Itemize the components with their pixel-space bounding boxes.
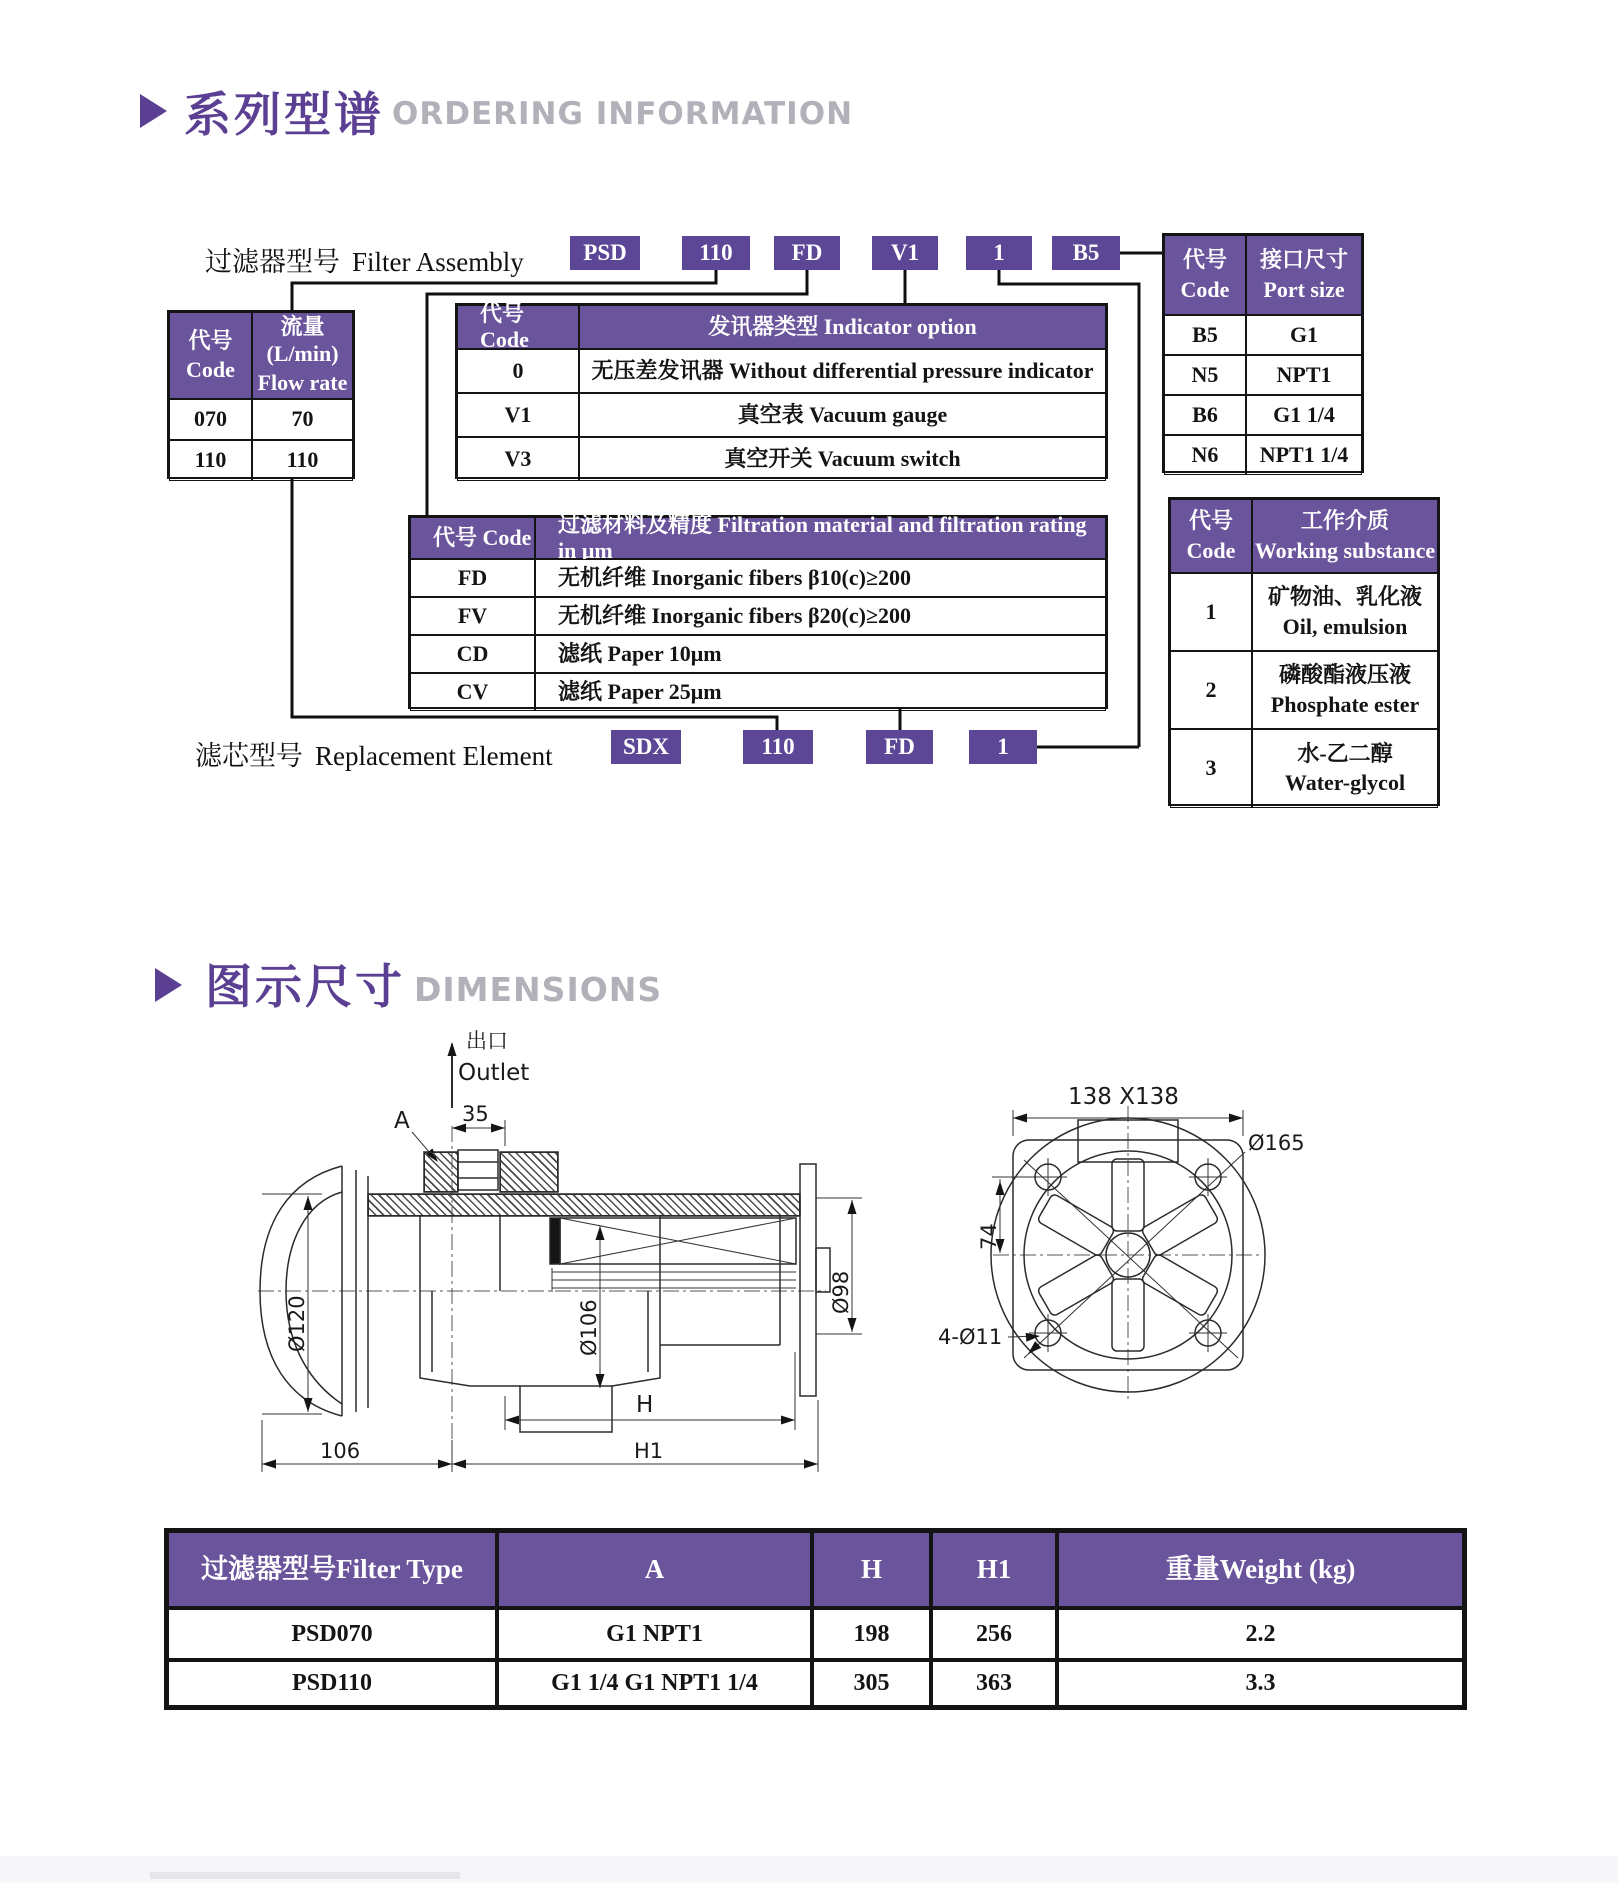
table-cell: FD [410, 559, 535, 597]
table-cell: 363 [931, 1660, 1057, 1707]
table-cell: G1 [1246, 315, 1362, 355]
table-cell: PSD110 [167, 1660, 497, 1707]
table-cell: B5 [1164, 315, 1246, 355]
assembly-code-b5: B5 [1052, 236, 1120, 270]
table-cell: 磷酸酯液压液 Phosphate ester [1252, 651, 1438, 729]
dim-165: Ø165 [1248, 1131, 1305, 1155]
dim-120: Ø120 [285, 1295, 309, 1352]
dim-106-dia: Ø106 [577, 1299, 601, 1356]
assembly-code-fd: FD [774, 236, 840, 270]
spec-header-type: 过滤器型号Filter Type [167, 1531, 497, 1608]
filter-assembly-label-en: Filter Assembly [352, 247, 524, 277]
table-cell: 070 [169, 399, 252, 440]
port-code-header: 代号 Code [1164, 235, 1246, 315]
indicator-code-header: 代号 Code [457, 305, 579, 349]
spec-header-a: A [497, 1531, 812, 1608]
dim-106-len: 106 [320, 1439, 361, 1463]
table-cell: G1 NPT1 [497, 1608, 812, 1660]
port-size-table [1162, 233, 1364, 473]
table-cell: 滤纸 Paper 25μm [535, 673, 1106, 711]
table-cell: 3 [1170, 729, 1252, 808]
indicator-option-header: 发讯器类型 Indicator option [579, 305, 1106, 349]
replacement-code-110: 110 [743, 730, 813, 764]
substance-code-header: 代号 Code [1170, 499, 1252, 573]
filter-assembly-label-cn: 过滤器型号 [205, 247, 340, 277]
table-cell: 70 [252, 399, 353, 440]
table-cell: FV [410, 597, 535, 635]
dim-138: 138 X138 [1068, 1084, 1179, 1110]
table-cell: 3.3 [1057, 1660, 1464, 1707]
table-cell: 水-乙二醇 Water-glycol [1252, 729, 1438, 808]
table-cell: 1 [1170, 573, 1252, 651]
table-cell: V1 [457, 393, 579, 437]
section1-title-en: ORDERING INFORMATION [392, 96, 854, 132]
filtration-code-header: 代号 Code [410, 517, 535, 559]
flange-hatch-right [500, 1152, 558, 1192]
table-cell: 滤纸 Paper 10μm [535, 635, 1106, 673]
shell-hatch [368, 1194, 800, 1216]
flow-code-header: 代号 Code [169, 312, 252, 399]
table-cell: 矿物油、乳化液 Oil, emulsion [1252, 573, 1438, 651]
section2-title-cn: 图示尺寸 [205, 960, 405, 1015]
replacement-element-label-en: Replacement Element [315, 741, 553, 771]
dim-h1: H1 [634, 1439, 664, 1463]
filter-assembly-label [205, 240, 524, 279]
working-substance-table [1168, 497, 1440, 806]
table-cell: G1 1/4 G1 NPT1 1/4 [497, 1660, 812, 1707]
spec-header-h1: H1 [931, 1531, 1057, 1608]
outlet-label-cn: 出口 [466, 1029, 508, 1053]
section2-arrow-icon [155, 968, 182, 1002]
section1-arrow-icon [140, 94, 167, 128]
table-cell: NPT1 1/4 [1246, 435, 1362, 475]
table-cell: 305 [812, 1660, 931, 1707]
filtration-material-table [408, 511, 1108, 709]
table-cell: G1 1/4 [1246, 395, 1362, 435]
dim-a: A [394, 1108, 410, 1134]
table-cell: 0 [457, 349, 579, 393]
table-cell: 2 [1170, 651, 1252, 729]
spec-header-h: H [812, 1531, 931, 1608]
table-cell: CD [410, 635, 535, 673]
dim-h: H [636, 1392, 654, 1418]
table-cell: 256 [931, 1608, 1057, 1660]
table-cell: B6 [1164, 395, 1246, 435]
replacement-element-label [195, 734, 553, 773]
port-size-header: 接口尺寸 Port size [1246, 235, 1362, 315]
assembly-code-110: 110 [682, 236, 750, 270]
table-cell: N6 [1164, 435, 1246, 475]
replacement-element-label-cn: 滤芯型号 [195, 741, 303, 771]
table-cell: 真空表 Vacuum gauge [579, 393, 1106, 437]
indicator-option-table [455, 300, 1108, 479]
table-cell: 无机纤维 Inorganic fibers β10(c)≥200 [535, 559, 1106, 597]
assembly-code-psd: PSD [570, 236, 640, 270]
table-cell: 198 [812, 1608, 931, 1660]
section1-title-cn: 系列型谱 [184, 88, 384, 143]
side-view-drawing [260, 1044, 830, 1432]
dim-4x11: 4-Ø11 [938, 1325, 1003, 1349]
table-cell: 无压差发讯器 Without differential pressure indicator [579, 349, 1106, 393]
flange-hatch-left [424, 1152, 458, 1192]
table-cell: N5 [1164, 355, 1246, 395]
replacement-code-1: 1 [969, 730, 1037, 764]
dim-98: Ø98 [829, 1270, 853, 1314]
table-cell: 无机纤维 Inorganic fibers β20(c)≥200 [535, 597, 1106, 635]
replacement-code-fd: FD [866, 730, 933, 764]
dim-35: 35 [462, 1102, 489, 1126]
table-cell: 110 [252, 440, 353, 481]
filtration-material-header: 过滤材料及精度 Filtration material and filtration rating in μm [535, 517, 1106, 559]
table-cell: NPT1 [1246, 355, 1362, 395]
spec-table [164, 1528, 1467, 1710]
table-cell: CV [410, 673, 535, 711]
spec-header-weight: 重量Weight (kg) [1057, 1531, 1464, 1608]
replacement-code-sdx: SDX [611, 730, 681, 764]
table-cell: 真空开关 Vacuum switch [579, 437, 1106, 481]
flow-rate-table [167, 310, 355, 479]
outlet-label-en: Outlet [458, 1060, 530, 1086]
table-cell: V3 [457, 437, 579, 481]
table-cell: PSD070 [167, 1608, 497, 1660]
assembly-code-v1: V1 [872, 236, 938, 270]
flow-rate-header: 流量(L/min) Flow rate [252, 312, 353, 399]
assembly-code-1: 1 [966, 236, 1032, 270]
table-cell: 2.2 [1057, 1608, 1464, 1660]
substance-header: 工作介质 Working substance [1252, 499, 1438, 573]
dim-74: 74 [977, 1223, 1001, 1250]
table-cell: 110 [169, 440, 252, 481]
section2-title-en: DIMENSIONS [414, 970, 663, 1009]
